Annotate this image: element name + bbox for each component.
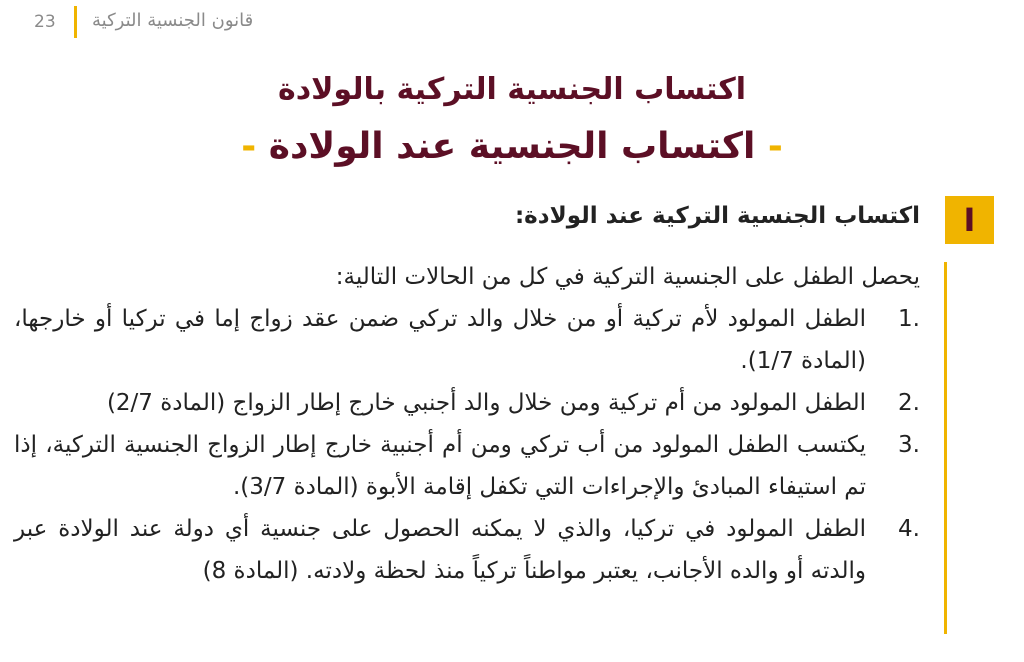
clause-text: يكتسب الطفل المولود من أب تركي ومن أم أجنبية خارج إطار الزواج الجنسية التركية، إذا تم استيفاء المبادئ والإجراءات التي تكفل إقامة الأبوة (المادة 3/7). <box>14 432 866 500</box>
clause-text: الطفل المولود في تركيا، والذي لا يمكنه الحصول على جنسية أي دولة عند الولادة عبر والدته أو والده الأجانب، يعتبر مواطناً تركياً منذ لحظة ولادته. (المادة 8) <box>14 516 866 584</box>
subtitle-dash-left: - <box>241 126 257 167</box>
subtitle-dash-right: - <box>767 126 783 167</box>
section-intro: يحصل الطفل على الجنسية التركية في كل من الحالات التالية: <box>335 264 920 290</box>
clause-number: 1. <box>898 306 920 332</box>
page-number: 23 <box>34 12 56 32</box>
page-subtitle <box>0 126 1024 167</box>
running-header-title: قانون الجنسية التركية <box>92 10 254 31</box>
clause-number: 3. <box>898 432 920 458</box>
clause-number: 4. <box>898 516 920 542</box>
page-subtitle-text: اكتساب الجنسية عند الولادة <box>268 126 756 167</box>
clause-list <box>14 298 920 592</box>
list-item <box>14 508 920 592</box>
header-divider <box>74 6 77 38</box>
list-item <box>14 382 920 424</box>
section-heading: اكتساب الجنسية التركية عند الولادة: <box>514 203 920 229</box>
section-body <box>14 256 920 592</box>
section-side-rule <box>944 262 947 634</box>
clause-text: الطفل المولود لأم تركية أو من خلال والد تركي ضمن عقد زواج إما في تركيا أو خارجها، (المادة 1/7). <box>14 306 866 374</box>
clause-text: الطفل المولود من أم تركية ومن خلال والد أجنبي خارج إطار الزواج (المادة 2/7) <box>106 390 866 416</box>
list-item <box>14 298 920 382</box>
page-title: اكتساب الجنسية التركية بالولادة <box>277 72 747 107</box>
section-badge: I <box>945 196 994 244</box>
list-item <box>14 424 920 508</box>
clause-number: 2. <box>898 390 920 416</box>
